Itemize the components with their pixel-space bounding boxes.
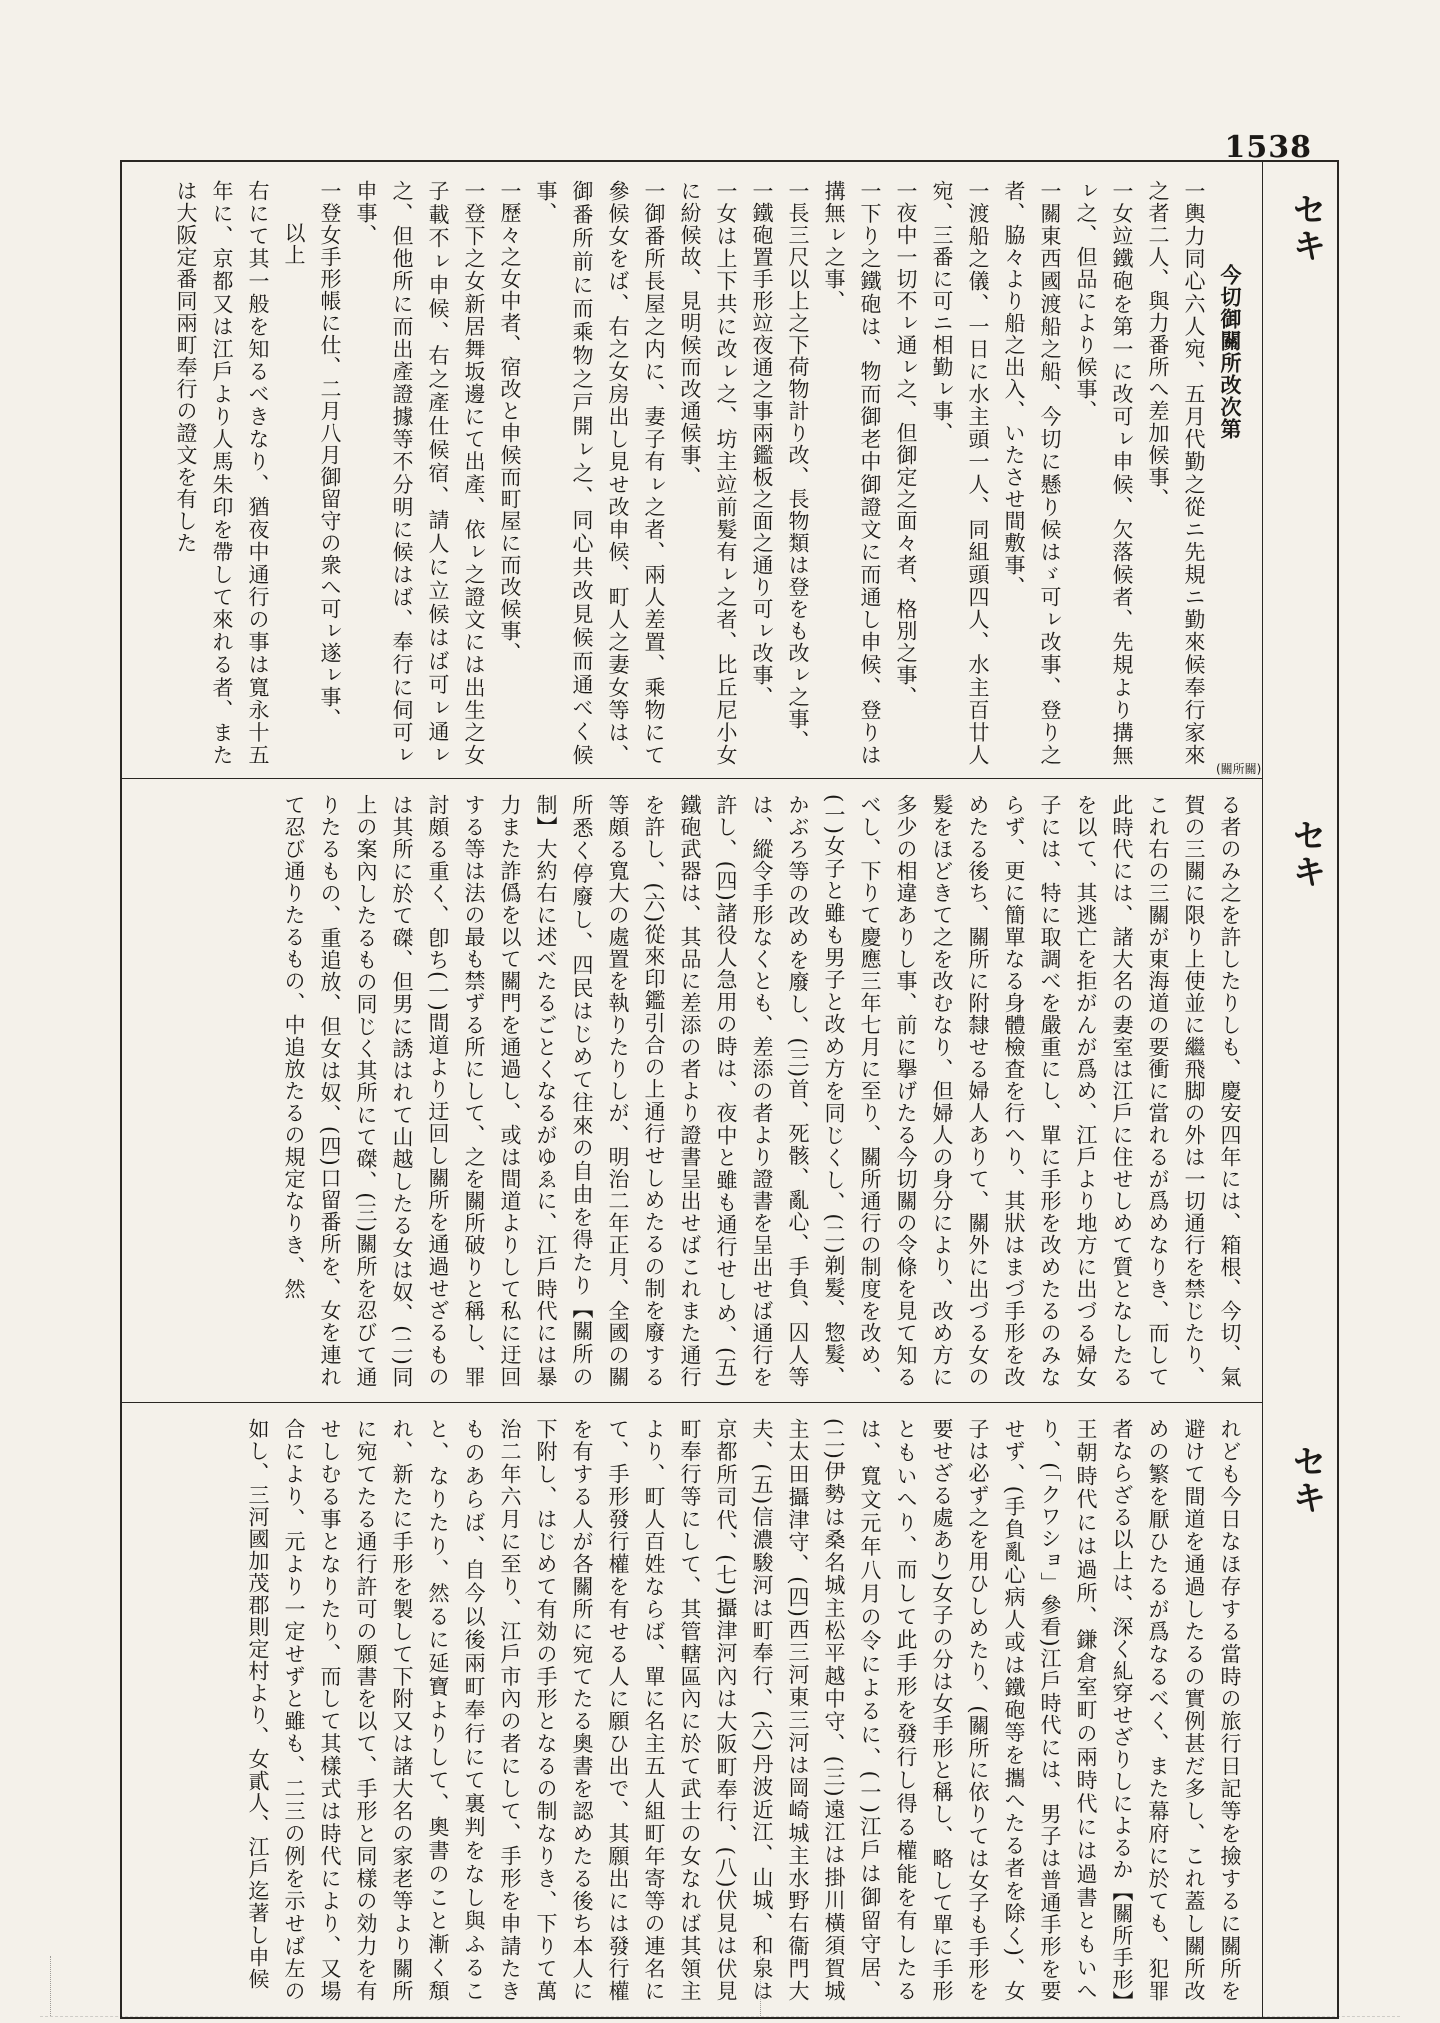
section-divider-1 [122, 778, 1262, 779]
section-1-item: 一御番所長屋之内に、妻子有ㇾ之者、兩人差置、乘物にて參候女をば、右之女房出し見せ改申候、町人之妻女等は、御番所前に而乘物之戸開ㇾ之、同心共改見候而通べく候事、 [534, 180, 666, 766]
heading-divider-line [1262, 162, 1263, 2017]
section-1-item: 一歷々之女中者、宿改と申候而町屋に而改候事、 [498, 180, 522, 664]
section-1-item: 一女竝鐵砲を第一に改可ㇾ申候、欠落候者、先規より搆無ㇾ之、但品により候事、 [1074, 180, 1134, 766]
section-1-item: 一關東西國渡船之船、今切に懸り候はゞ可ㇾ改事、登り之者、脇々より船之出入、いたさせ間敷事、 [1002, 180, 1062, 766]
section-2-body: る者のみ之を許したりしも、慶安四年には、箱根、今切、氣賀の三關に限り上使並に繼飛脚の外は一切通行を禁じたり、これ右の三關が東海道の要衝に當れるが爲めなりき、而して此時代には、諸大名の妻室は江戶に住せしめて質となしたるを以て、其逃亡を拒がんが爲め、江戶より地方に出づる婦女子には、特に取調べを嚴重にし、單に手形を改めたるのみならず、更に簡單なる身體檢査を行へり、其狀はまづ手形を改めたる後ち、關所に附隸せる婦人ありて、關外に出づる女の髮をほどきて之を改むなり、但婦人の身分により、改め方に多少の相違ありし事、前に擧げたる今切關の令條を見て知るべし、下りて慶應三年七月に至り、關所通行の制度を改め、(一)女子と雖も男子と改め方を同じくし、(二)剃髮、惣髮、かぶろ等の改めを廢し、(三)首、死骸、亂心、手負、囚人等は、縱令手形なくとも、差添の者より證書を呈出せば通行を許し、(四)諸役人急用の時は、夜中と雖も通行せしめ、(五)鐵砲武器は、其品に差添の者より證書呈出せばこれまた通行を許し、(六)從來印鑑引合の上通行せしめたるの制を廢する等頗る寬大の處置を執りたりしが、明治二年正月、全國の關所悉く停廢し、四民はじめて往來の自由を得たり【關所の制】大約右に述べたるごとくなるがゆゑに、江戶時代には暴力また詐僞を以て關門を通過し、或は間道よりして私に迂回する等は法の最も禁ずる所にして、之を關所破りと稱し、罪討頗る重く、卽ち(一)間道より迂回し關所を通過せざるものは其所に於て磔、但男に誘はれて山越したる女は奴、(二)同上の案內したるもの同じく其所にて磔、(三)關所を忍びて通りたるもの、重追放、但女は奴、(四)口留番所を、女を連れて忍び通りたるもの、中追放たるの規定なりき、然 [282, 794, 1242, 1388]
page-number: 1538 [1224, 130, 1312, 165]
section-1-item: 一登女手形帳に仕、二月八月御留守の衆へ可ㇾ遂ㇾ事、 [318, 180, 342, 730]
section-3-text [136, 1418, 1248, 2002]
section-3-heading: セキ [1286, 1444, 1326, 1516]
scan-mark [50, 1956, 51, 2016]
section-1-item: 一長三尺以上之下荷物計り改、長物類は登をも改ㇾ之事、 [786, 180, 810, 752]
scan-mark [760, 1956, 761, 2016]
section-2-text [136, 794, 1248, 1388]
section-1-item: 一下り之鐵砲は、物而御老中御證文に而通し申候、登りは搆無ㇾ之事、 [822, 180, 882, 766]
section-1-item: 一渡船之儀、一日に水主頭一人、同組頭四人、水主百廿人宛、三番に可ニ相勤ㇾ事、 [930, 180, 990, 766]
section-3-body: れども今日なほ存する當時の旅行日記等を撿するに關所を避けて間道を通過したるの實例甚だ多し、これ蓋し關所改めの繁を厭ひたるが爲なるべく、また幕府に於ても、犯罪者ならざる以上は、深く糺穿せざりしによるか【關所手形】王朝時代には過所、鎌倉室町の兩時代には過書ともいへり、(「クワショ」參看)江戶時代には、男子は普通手形を要せず、(手負亂心病人或は鐵砲等を攜へたる者を除く)、女子は必ず之を用ひしめたり、(關所に依りては女子も手形を要せざる處あり)女子の分は女手形と稱し、略して單に手形ともいへり、而して此手形を發行し得る權能を有したるは、寬文元年八月の令によるに、(一)江戶は御留守居、(二)伊勢は桑名城主松平越中守、(三)遠江は掛川橫須賀城主太田攝津守、(四)西三河東三河は岡崎城主水野右衞門大夫、(五)信濃駿河は町奉行、(六)丹波近江、山城、和泉は京都所司代、(七)攝津河內は大阪町奉行、(八)伏見は伏見町奉行等にして、其管轄區內に於て武士の女なれば其領主より、町人百姓ならば、單に名主五人組町年寄等の連名にて、手形發行權を有せる人に願ひ出で、其願出には發行權を有する人が各關所に宛てたる奧書を認めたる後ち本人に下附し、はじめて有効の手形となるの制なりき、下りて萬治二年六月に至り、江戶市內の者にして、手形を申請たきものあらば、自今以後兩町奉行にて裏判をなし與ふること、なりたり、然るに延寶よりして、奧書のこと漸く頽れ、新たに手形を製して下附又は諸大名の家老等より關所に宛てたる通行許可の願書を以て、手形と同樣の効力を有せしむる事となりたり、而して其樣式は時代により、又場合により、元より一定せずと雖も、二三の例を示せば左の如し、三河國加茂郡則定村より、女貳人、江戶迄著し申候 [246, 1418, 1242, 2002]
section-1-item: 一登下之女新居舞坂邊にて出產、依ㇾ之證文には出生之女子載不ㇾ申候、右之產仕候宿、請人に立候はば可ㇾ通ㇾ之、但他所に而出產證據等不分明に候はば、奉行に伺可ㇾ申事、 [354, 180, 486, 766]
section-1-item: 一女は上下共に改ㇾ之、坊主竝前髮有ㇾ之者、比丘尼小女に紛候故、見明候而改通候事、 [678, 180, 738, 766]
section-1-item: 一輿力同心六人宛、五月代勤之從ニ先規ニ勤來候奉行家來之者二人、與力番所へ差加候事、 [1146, 180, 1206, 766]
section-1-closing: 以上 [282, 222, 306, 266]
section-1-body: 右にて其一般を知るべきなり、猶夜中通行の事は寬永十五年に、京都又は江戶より人馬朱印を帶して來れる者、または大阪定番同兩町奉行の證文を有した [174, 180, 270, 766]
section-1-item: 一鐵砲置手形竝夜通之事兩鑑板之面之通り可ㇾ改事、 [750, 180, 774, 708]
section-divider-2 [122, 1402, 1262, 1403]
section-1-item: 一夜中一切不ㇾ通ㇾ之、但御定之面々者、格別之事、 [894, 180, 918, 708]
section-2-heading: セキ [1286, 818, 1326, 890]
section-1-title: 今切御關所改次第 [1218, 264, 1243, 440]
section-1-heading: セキ [1286, 192, 1326, 264]
page-bottom-scan-marks [40, 1956, 1400, 2017]
section-2-caption: (關所關) [1216, 762, 1262, 776]
section-1-text [136, 180, 1248, 766]
page-frame [120, 160, 1339, 2019]
